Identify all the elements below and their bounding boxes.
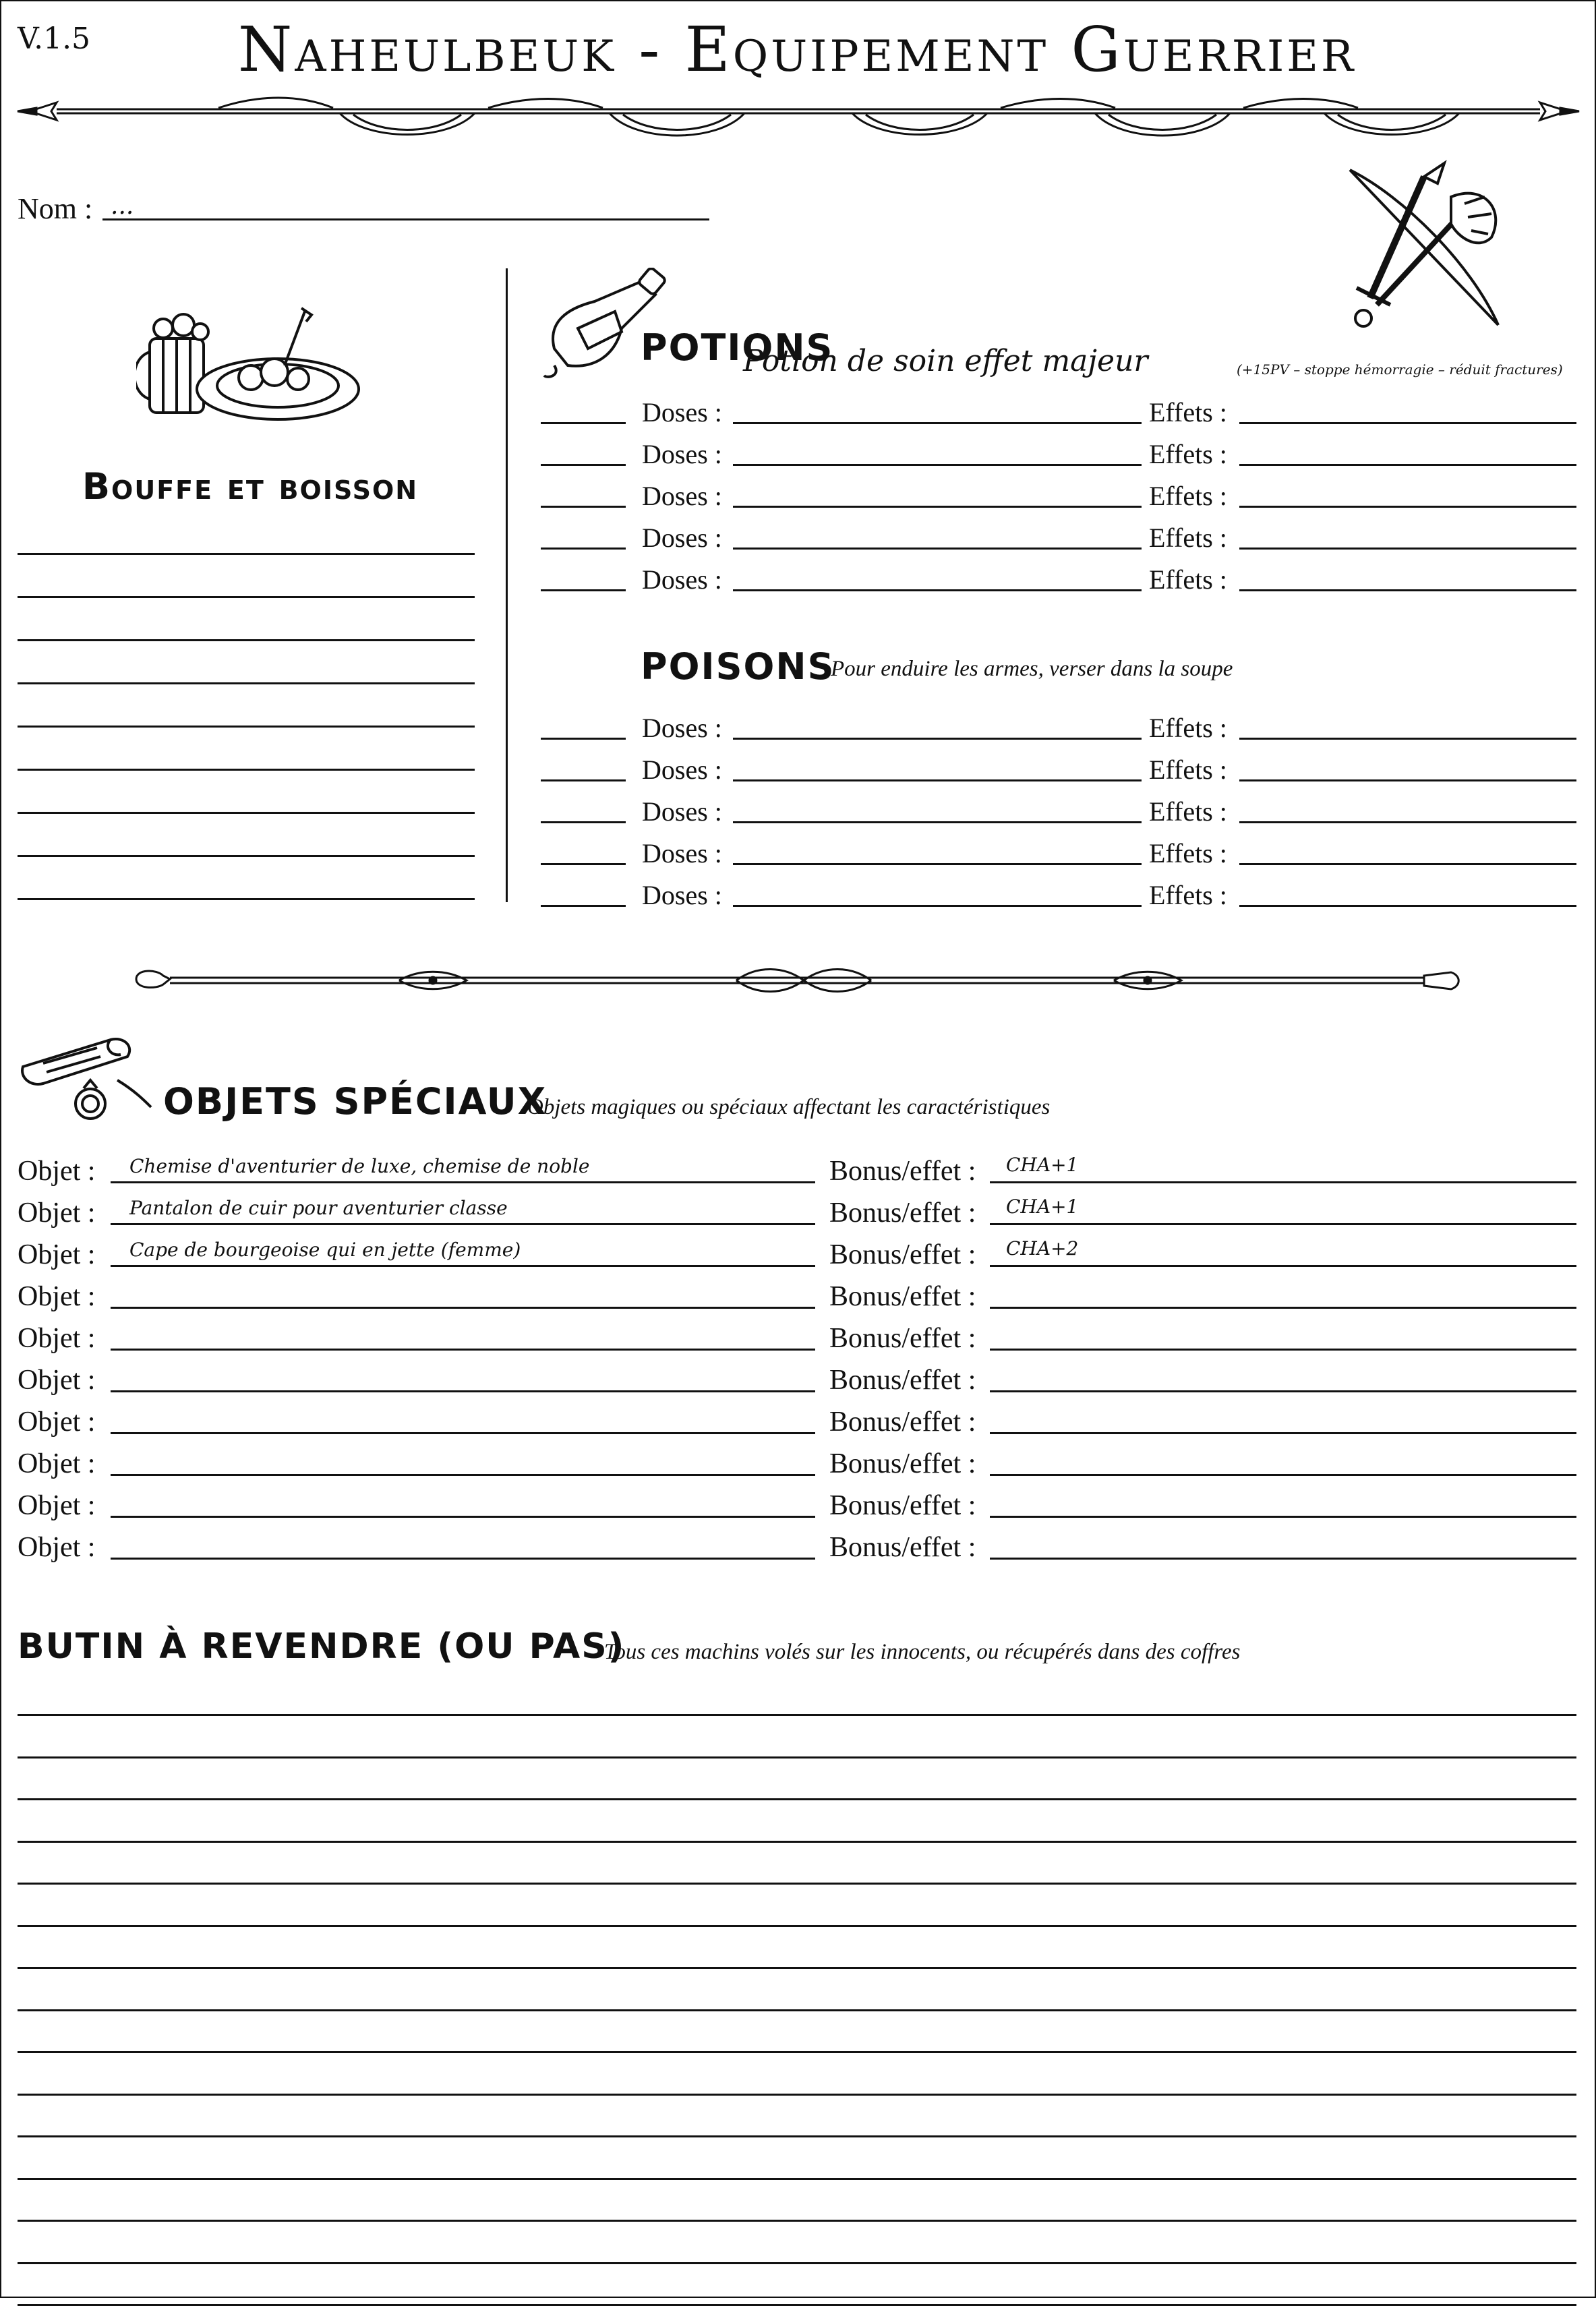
potion-effets-label: Effets : [1149, 397, 1227, 427]
bonus-label: Bonus/effet : [829, 1239, 976, 1270]
potion-effets-line [1239, 506, 1576, 508]
potion-doses-input[interactable] [738, 479, 1135, 506]
food-entry-input[interactable] [22, 742, 467, 769]
food-line [18, 639, 475, 641]
bonus-label: Bonus/effet : [829, 1198, 976, 1229]
potion-doses-line [733, 589, 1142, 591]
objet-label: Objet : [18, 1239, 96, 1270]
poison-quantity-line[interactable] [541, 863, 626, 865]
loot-subtitle: Tous ces machins volés sur les innocents, ou récupérés dans des coffres [604, 1640, 1241, 1664]
objet-label: Objet : [18, 1490, 96, 1521]
objet-label: Objet : [18, 1448, 96, 1479]
loot-entry-input[interactable] [22, 2151, 1566, 2178]
loot-entry-input[interactable] [22, 2108, 1566, 2135]
loot-entry-input[interactable] [22, 1814, 1566, 1841]
poison-effets-label: Effets : [1149, 838, 1227, 868]
potion-doses-label: Doses : [642, 439, 722, 469]
objet-label: Objet : [18, 1365, 96, 1396]
column-divider [506, 268, 508, 902]
poison-doses-label: Doses : [642, 796, 722, 827]
potion-effets-line [1239, 422, 1576, 424]
bonus-label: Bonus/effet : [829, 1323, 976, 1354]
potion-effets-line [1239, 548, 1576, 550]
loot-line [18, 2009, 1576, 2011]
loot-line [18, 2262, 1576, 2264]
loot-line [18, 1756, 1576, 1758]
bonus-label: Bonus/effet : [829, 1407, 976, 1438]
crossed-weapons-icon [1323, 156, 1525, 338]
poison-doses-input[interactable] [738, 836, 1135, 863]
loot-entry-input[interactable] [22, 2235, 1566, 2262]
loot-entry-input[interactable] [22, 2067, 1566, 2094]
loot-entry-input[interactable] [22, 1687, 1566, 1714]
food-line [18, 812, 475, 814]
objet-line [111, 1390, 815, 1392]
potions-heading: POTIONS [641, 326, 834, 369]
loot-entry-input[interactable] [22, 2277, 1566, 2304]
potion-doses-label: Doses : [642, 397, 722, 427]
poison-doses-input[interactable] [738, 752, 1135, 779]
scroll-and-ring-icon [16, 1026, 165, 1127]
potions-handwritten-note: Potion de soin effet majeur [743, 344, 1148, 378]
bonus-line [990, 1474, 1576, 1476]
loot-entry-input[interactable] [22, 1771, 1566, 1798]
potion-doses-line [733, 464, 1142, 466]
loot-entry-input[interactable] [22, 1856, 1566, 1883]
food-line [18, 553, 475, 555]
potion-doses-label: Doses : [642, 481, 722, 511]
food-entry-input[interactable] [22, 785, 467, 812]
poison-quantity-line[interactable] [541, 779, 626, 781]
potion-doses-input[interactable] [738, 395, 1135, 422]
potion-effets-label: Effets : [1149, 481, 1227, 511]
food-line [18, 769, 475, 771]
bonus-value[interactable]: CHA+1 [1006, 1195, 1079, 1218]
poison-quantity-line[interactable] [541, 821, 626, 823]
bonus-label: Bonus/effet : [829, 1532, 976, 1563]
poison-effets-line [1239, 863, 1576, 865]
loot-line [18, 2220, 1576, 2222]
poison-doses-input[interactable] [738, 711, 1135, 738]
loot-line [18, 1714, 1576, 1716]
poisons-heading: POISONS [641, 645, 835, 688]
loot-line [18, 1883, 1576, 1885]
potion-effets-label: Effets : [1149, 439, 1227, 469]
objet-value[interactable]: Cape de bourgeoise qui en jette (femme) [129, 1239, 521, 1261]
poison-quantity-line[interactable] [541, 905, 626, 907]
spear-divider-top-icon [16, 88, 1580, 148]
loot-entry-input[interactable] [22, 1898, 1566, 1925]
bonus-label: Bonus/effet : [829, 1281, 976, 1312]
loot-line [18, 1798, 1576, 1800]
objet-label: Objet : [18, 1323, 96, 1354]
poisons-subtitle: Pour enduire les armes, verser dans la soupe [831, 657, 1233, 681]
special-objects-heading: OBJETS SPÉCIAUX [163, 1080, 548, 1123]
objet-line [111, 1181, 815, 1183]
objet-line [111, 1558, 815, 1560]
objet-line [111, 1432, 815, 1434]
loot-entry-input[interactable] [22, 1940, 1566, 1967]
objet-line [111, 1223, 815, 1225]
loot-line [18, 1925, 1576, 1927]
food-and-drink-icon [136, 298, 365, 433]
potion-effets-label: Effets : [1149, 564, 1227, 595]
bonus-label: Bonus/effet : [829, 1365, 976, 1396]
poison-doses-label: Doses : [642, 880, 722, 910]
food-entry-input[interactable] [22, 871, 467, 898]
poison-effets-input[interactable] [1243, 711, 1574, 738]
poison-effets-label: Effets : [1149, 713, 1227, 743]
objet-line [111, 1265, 815, 1267]
poison-doses-line [733, 779, 1142, 781]
potion-effets-line [1239, 464, 1576, 466]
bonus-line [990, 1349, 1576, 1351]
poison-effets-line [1239, 821, 1576, 823]
potion-doses-line [733, 506, 1142, 508]
loot-entry-input[interactable] [22, 2024, 1566, 2051]
potion-effets-input[interactable] [1243, 395, 1574, 422]
objet-value[interactable]: Pantalon de cuir pour aventurier classe [129, 1197, 508, 1219]
food-heading: Bouffe et boisson [82, 465, 419, 508]
loot-line [18, 2135, 1576, 2137]
potion-effets-input[interactable] [1243, 437, 1574, 464]
potion-effets-input[interactable] [1243, 562, 1574, 589]
bonus-line [990, 1223, 1576, 1225]
bonus-label: Bonus/effet : [829, 1156, 976, 1187]
poison-effets-line [1239, 738, 1576, 740]
bonus-line [990, 1432, 1576, 1434]
loot-line [18, 1967, 1576, 1969]
loot-entry-input[interactable] [22, 1982, 1566, 2009]
poison-doses-label: Doses : [642, 838, 722, 868]
potion-effets-line [1239, 589, 1576, 591]
food-entry-input[interactable] [22, 526, 467, 553]
name-value[interactable]: ... [111, 192, 134, 220]
poison-doses-line [733, 738, 1142, 740]
potion-doses-input[interactable] [738, 437, 1135, 464]
food-line [18, 726, 475, 728]
bonus-label: Bonus/effet : [829, 1448, 976, 1479]
poison-effets-input[interactable] [1243, 878, 1574, 905]
version-label: V.1.5 [18, 22, 91, 56]
objet-label: Objet : [18, 1156, 96, 1187]
bonus-line [990, 1516, 1576, 1518]
objet-line [111, 1516, 815, 1518]
food-entry-input[interactable] [22, 828, 467, 855]
poison-doses-line [733, 905, 1142, 907]
objet-label: Objet : [18, 1198, 96, 1229]
objet-line [111, 1307, 815, 1309]
food-line [18, 682, 475, 684]
poison-doses-line [733, 821, 1142, 823]
objet-line [111, 1474, 815, 1476]
bonus-line [990, 1558, 1576, 1560]
page-title: Naheulbeuk - Equipement Guerrier [237, 13, 1357, 86]
objet-line [111, 1349, 815, 1351]
potion-quantity-line[interactable] [541, 464, 626, 466]
poison-effets-label: Effets : [1149, 880, 1227, 910]
potion-quantity-line[interactable] [541, 589, 626, 591]
name-label: Nom : [18, 192, 93, 225]
potion-quantity-line[interactable] [541, 548, 626, 550]
food-entry-input[interactable] [22, 612, 467, 639]
potion-doses-line [733, 422, 1142, 424]
poison-effets-label: Effets : [1149, 755, 1227, 785]
potion-effets-label: Effets : [1149, 523, 1227, 553]
poison-effets-input[interactable] [1243, 836, 1574, 863]
objet-value[interactable]: Chemise d'aventurier de luxe, chemise de noble [129, 1155, 590, 1177]
potion-doses-line [733, 548, 1142, 550]
potion-quantity-line[interactable] [541, 422, 626, 424]
bonus-line [990, 1307, 1576, 1309]
poison-quantity-line[interactable] [541, 738, 626, 740]
loot-heading: BUTIN À REVENDRE (OU PAS) [18, 1626, 626, 1667]
bonus-line [990, 1390, 1576, 1392]
food-entry-input[interactable] [22, 655, 467, 682]
poison-effets-line [1239, 905, 1576, 907]
potion-doses-label: Doses : [642, 564, 722, 595]
staff-divider-icon [129, 959, 1465, 1006]
food-entry-input[interactable] [22, 569, 467, 596]
loot-entry-input[interactable] [22, 2193, 1566, 2220]
bonus-value[interactable]: CHA+2 [1006, 1237, 1079, 1260]
bonus-line [990, 1181, 1576, 1183]
potion-quantity-line[interactable] [541, 506, 626, 508]
poison-effets-input[interactable] [1243, 794, 1574, 821]
bonus-line [990, 1265, 1576, 1267]
poison-effets-label: Effets : [1149, 796, 1227, 827]
food-line [18, 596, 475, 598]
potion-doses-input[interactable] [738, 521, 1135, 548]
special-objects-subtitle: Objets magiques ou spéciaux affectant les caractéristiques [527, 1095, 1051, 1119]
loot-entry-input[interactable] [22, 1730, 1566, 1756]
potion-doses-input[interactable] [738, 562, 1135, 589]
objet-label: Objet : [18, 1532, 96, 1563]
potion-effets-input[interactable] [1243, 521, 1574, 548]
poison-effets-input[interactable] [1243, 752, 1574, 779]
bonus-label: Bonus/effet : [829, 1490, 976, 1521]
objet-label: Objet : [18, 1407, 96, 1438]
potion-effets-input[interactable] [1243, 479, 1574, 506]
loot-line [18, 1841, 1576, 1843]
loot-line [18, 2051, 1576, 2053]
poison-doses-label: Doses : [642, 713, 722, 743]
poison-effets-line [1239, 779, 1576, 781]
potions-effect-note: (+15PV – stoppe hémorragie – réduit fractures) [1237, 361, 1563, 378]
loot-line [18, 2178, 1576, 2180]
bonus-value[interactable]: CHA+1 [1006, 1154, 1079, 1176]
poison-doses-input[interactable] [738, 878, 1135, 905]
name-underline [102, 218, 709, 220]
food-entry-input[interactable] [22, 699, 467, 726]
food-line [18, 898, 475, 900]
poison-doses-line [733, 863, 1142, 865]
food-line [18, 855, 475, 857]
poison-doses-input[interactable] [738, 794, 1135, 821]
objet-label: Objet : [18, 1281, 96, 1312]
poison-doses-label: Doses : [642, 755, 722, 785]
loot-line [18, 2094, 1576, 2096]
potion-doses-label: Doses : [642, 523, 722, 553]
